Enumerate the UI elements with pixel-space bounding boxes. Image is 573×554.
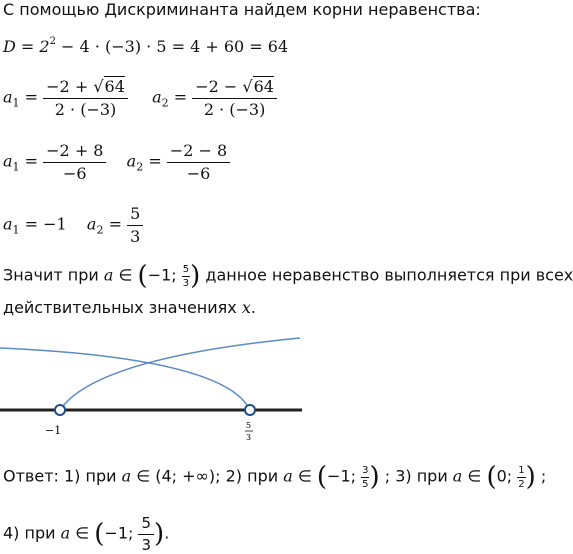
disc-lhs: D = 2 bbox=[3, 37, 50, 56]
intro-text: С помощью Дискриминанта найдем корни неравенства: bbox=[3, 0, 481, 19]
a1-label-2: a bbox=[3, 151, 13, 171]
right-point-label-den: 3 bbox=[246, 433, 252, 442]
disc-rhs: − 4 · (−3) · 5 = 4 + 60 = 64 bbox=[55, 37, 289, 56]
conclusion-fraction: $\frac{5}{3}$ bbox=[182, 263, 190, 289]
a1-sub: 1 bbox=[12, 96, 20, 110]
a2-fraction: $\frac{-2 - √64}{2 \cdot (-3)}$ bbox=[192, 78, 277, 118]
a2-sqrt: 64 bbox=[253, 77, 274, 96]
roots-simplified-line: $a_1$ = $\frac{-2 + 8}{-6}$ $a_2$ = $\frac{-2 - 8}{-6}$ bbox=[3, 142, 230, 182]
parabola-right-branch bbox=[60, 338, 300, 410]
a2-label-2: a bbox=[126, 151, 137, 171]
answer-frac-2: $\frac{3}{5}$ bbox=[362, 464, 369, 490]
roots-formula-line: $a_1$ = $\frac{-2 + √64}{2 \cdot (-3)}$ $a_2$ = $\frac{-2 - √64}{2 \cdot (-3)}$ bbox=[3, 78, 277, 118]
a1-sqrt: 64 bbox=[104, 77, 125, 96]
right-open-point bbox=[245, 405, 255, 415]
a2-value-fraction: $\frac{5}{3}$ bbox=[127, 205, 143, 245]
a1-fraction: $\frac{-2 + √64}{2 \cdot (-3)}$ bbox=[43, 78, 128, 118]
roots-result-line: $a_1 = -1$ $a_2$ = $\frac{5}{3}$ bbox=[3, 205, 143, 245]
a2-sub: 2 bbox=[161, 96, 169, 110]
disc-exp: 2 bbox=[49, 36, 56, 47]
answer-frac-4: $\frac{5}{3}$ bbox=[138, 515, 154, 553]
parabola-left-branch bbox=[0, 348, 250, 410]
conclusion-line-1: Значит при a ∈ (−1; $\frac{5}{3}$ ) данное неравенство выполняется при всех bbox=[3, 261, 573, 291]
answer-line-2: 4) при a ∈ (−1; $\frac{5}{3}$ ). bbox=[3, 514, 170, 554]
left-point-label: −1 bbox=[45, 424, 62, 437]
a1-value: −1 bbox=[43, 214, 67, 234]
conclusion-line-2: действительных значениях x. bbox=[3, 298, 256, 317]
a2-label: a bbox=[152, 87, 162, 107]
number-line-figure bbox=[0, 330, 545, 442]
answer-line-1: Ответ: 1) при a ∈ (4; +∞); 2) при a ∈ (−1; $\frac{3}{5}$ ) ; 3) при a ∈ (0; $\frac{1}{2}$ ) ; bbox=[3, 462, 547, 492]
a2-fraction-2: $\frac{-2 - 8}{-6}$ bbox=[167, 142, 230, 182]
a1-label: a bbox=[3, 87, 13, 107]
answer-frac-3: $\frac{1}{2}$ bbox=[518, 464, 525, 490]
right-point-label-num: 5 bbox=[246, 421, 252, 430]
a1-fraction-2: $\frac{-2 + 8}{-6}$ bbox=[43, 142, 106, 182]
discriminant-line bbox=[3, 36, 288, 56]
left-open-point bbox=[55, 405, 65, 415]
